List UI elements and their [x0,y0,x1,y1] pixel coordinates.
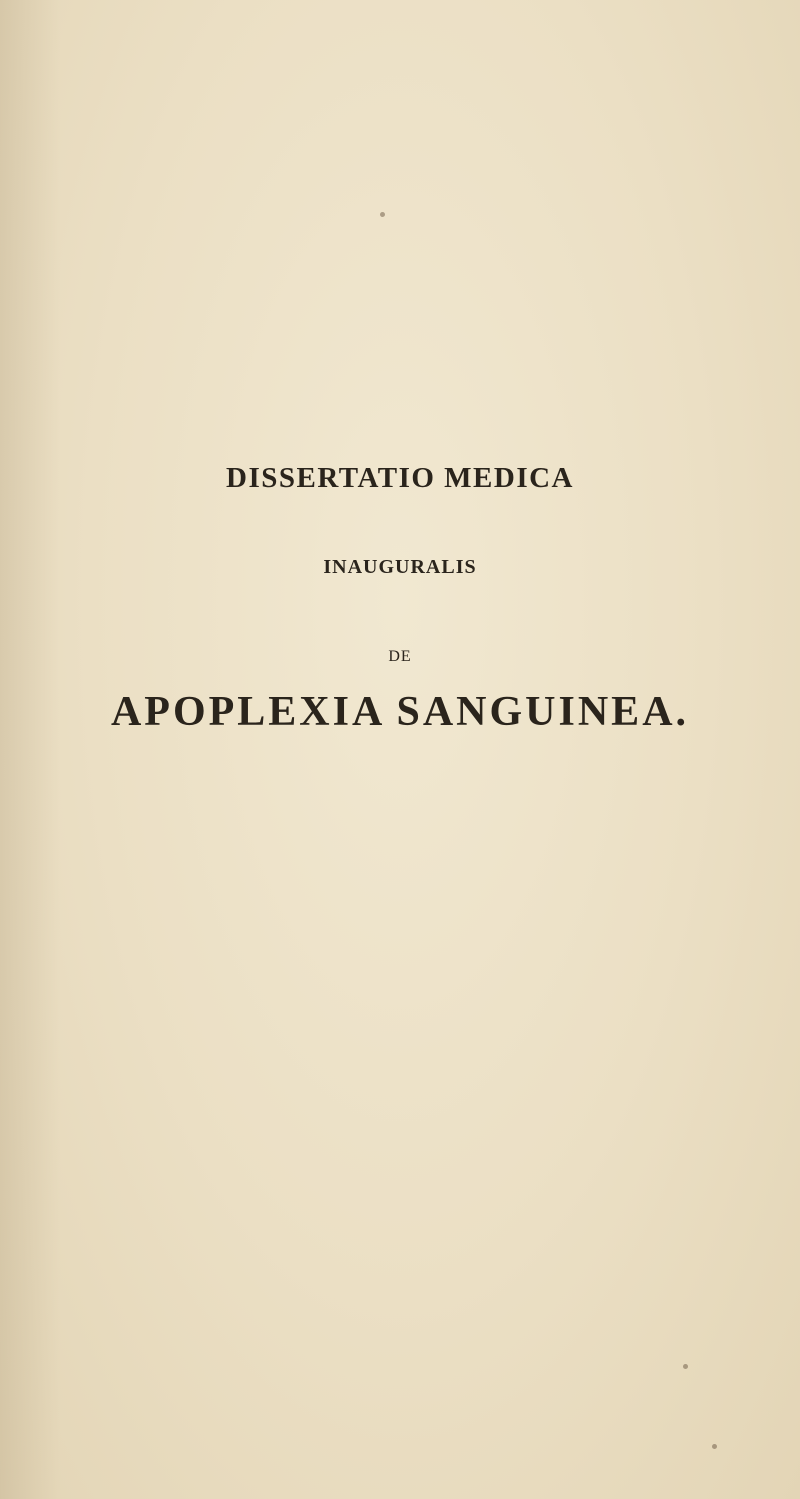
bleed-through-text [0,108,800,155]
bleed-through-text [0,1060,800,1087]
ink-speck [683,1364,688,1369]
bleed-through-text [0,380,800,418]
bleed-through-text [0,218,800,271]
title-line-de: DE [388,648,412,665]
title-line-inauguralis: INAUGURALIS [323,556,477,578]
bleed-through-text [0,1208,800,1240]
ink-speck [380,212,385,217]
ink-speck [712,1444,717,1449]
title-line-dissertatio: DISSERTATIO MEDICA [226,462,574,494]
title-line-subject: APOPLEXIA SANGUINEA. [110,689,690,735]
